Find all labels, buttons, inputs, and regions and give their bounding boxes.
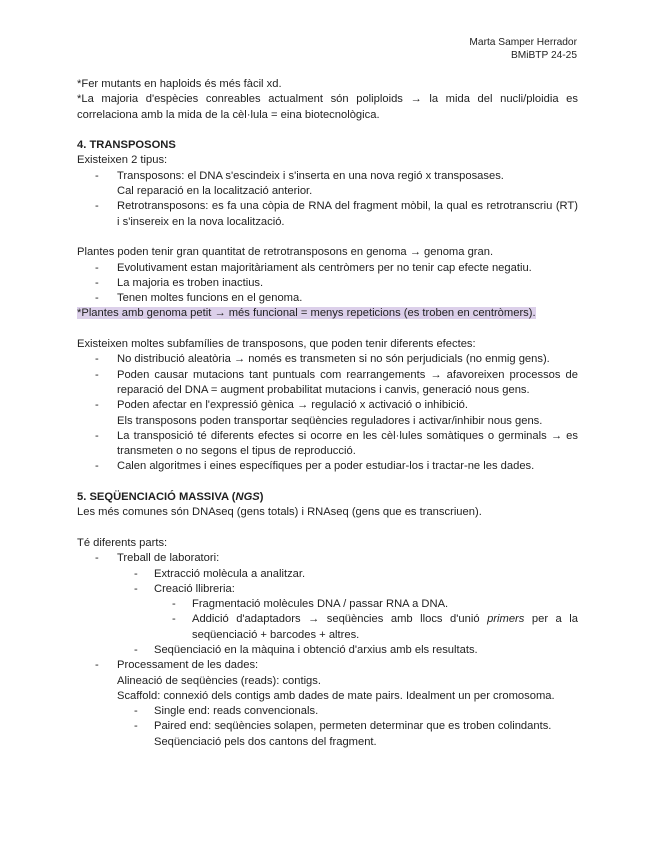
page-header	[469, 36, 577, 62]
library-steps-list	[154, 597, 578, 643]
list-item: - Treball de laboratori: - Extracció molècula a analitzar. - Creació llibreria: - Fragmentació molècules DNA / passar RNA a DNA. - Addició d'adaptadors → seqüències amb llocs d'unió primers per a la seqüenciació + barcodes + altres. - Seqüenciació en la màquina i obtenció d'arxius amb els resultats.	[117, 551, 578, 658]
list-item: - Addició d'adaptadors → seqüències amb llocs d'unió primers per a la seqüenciació + barcodes + altres.	[172, 613, 578, 641]
effects-list	[77, 352, 578, 474]
document-body	[77, 77, 578, 750]
spacer	[77, 475, 578, 490]
course-code: BMiBTP 24-25	[510, 50, 577, 61]
spacer	[77, 123, 578, 138]
parts-intro: Té diferents parts:	[77, 536, 168, 549]
intro-note-1: *Fer mutants en haploids és més fàcil xd.	[77, 78, 282, 90]
list-item: - Paired end: seqüències solapen, permeten determinar que es troben colindants. Seqüenciació pels dos cantons del fragment.	[134, 720, 552, 748]
common-methods: Les més comunes són DNAseq (gens totals) i RNAseq (gens que es transcriuen).	[77, 506, 482, 519]
list-item: - No distribució aleatòria → només es transmeten si no són perjudicials (no enmig gens).	[95, 353, 550, 366]
list-item: - Poden causar mutacions tant puntuals com rearrangements → afavoreixen processos de reparació del DNA = augment probabilitat mutacions i canvis, generació nous gens.	[95, 368, 578, 396]
list-item: - Calen algoritmes i eines específiques per a poder estudiar-los i tractar-ne les dades.	[95, 460, 535, 473]
plants-paragraph: Plantes poden tenir gran quantitat de retrotransposons en genoma → genoma gran.	[77, 246, 494, 259]
list-item: - La transposició té diferents efectes si ocorre en les cèl·lules somàtiques o germinals → es transmeten o no segons el tipus de reproducció.	[95, 429, 578, 458]
list-item: - Processament de les dades: Alineació de seqüències (reads): contigs. Scaffold: connexió dels contigs amb dades de mate pairs. Idealment un per cromosoma. - Single end: reads convencionals. - Paired end: seqüències solapen, permeten determinar que es troben colindants. Seqüenciació pels dos cantons del fragment.	[117, 658, 578, 750]
plants-list	[77, 261, 578, 307]
list-item: - Fragmentació molècules DNA / passar RNA a DNA.	[172, 598, 449, 611]
list-item: - Tenen moltes funcions en el genoma.	[95, 292, 303, 305]
spacer	[77, 230, 578, 245]
read-types-list	[117, 704, 578, 750]
list-item: - Transposons: el DNA s'escindeix i s'inserta en una nova regió x transposases. Cal reparació en la localització anterior.	[95, 169, 504, 198]
spacer	[77, 521, 578, 536]
transposon-types-intro: Existeixen 2 tipus:	[77, 154, 168, 167]
transposon-types-list	[77, 169, 578, 230]
list-item: - Creació llibreria: - Fragmentació molècules DNA / passar RNA a DNA. - Addició d'adaptadors → seqüències amb llocs d'unió primers per a la seqüenciació + barcodes + altres.	[154, 582, 578, 643]
spacer	[77, 322, 578, 337]
list-item: - La majoria es troben inactius.	[95, 276, 264, 289]
list-item: - Poden afectar en l'expressió gènica → regulació x activació o inhibició. Els transposons poden transportar seqüències reguladores i activar/inhibir nous gens.	[95, 399, 543, 427]
section-4-heading: 4. TRANSPOSONS	[77, 139, 176, 152]
highlighted-note: *Plantes amb genoma petit → més funcional = menys repeticions (es troben en centròmers).	[77, 307, 536, 320]
author-name: Marta Samper Herrador	[469, 37, 577, 48]
lab-steps-list	[117, 567, 578, 659]
list-item: - Retrotransposons: es fa una còpia de RNA del fragment mòbil, la qual es retrotranscriu (RT) i s'insereix en la nova localització.	[95, 200, 578, 228]
list-item: - Extracció molècula a analitzar.	[134, 567, 306, 580]
intro-note-2: *La majoria d'espècies conreables actualment són poliploids → la mida del nucli/ploidia es correlaciona amb la mida de la cèl·lula = eina biotecnològica.	[77, 93, 578, 121]
parts-list	[77, 551, 578, 750]
list-item: - Seqüenciació en la màquina i obtenció d'arxius amb els resultats.	[134, 643, 478, 656]
section-5-heading: 5. SEQÜENCIACIÓ MASSIVA (NGS)	[77, 491, 264, 504]
subfamilies-intro: Existeixen moltes subfamílies de transposons, que poden tenir diferents efectes:	[77, 338, 476, 351]
list-item: - Single end: reads convencionals.	[134, 705, 319, 718]
list-item: - Evolutivament estan majoritàriament als centròmers per no tenir cap efecte negatiu.	[95, 261, 532, 274]
